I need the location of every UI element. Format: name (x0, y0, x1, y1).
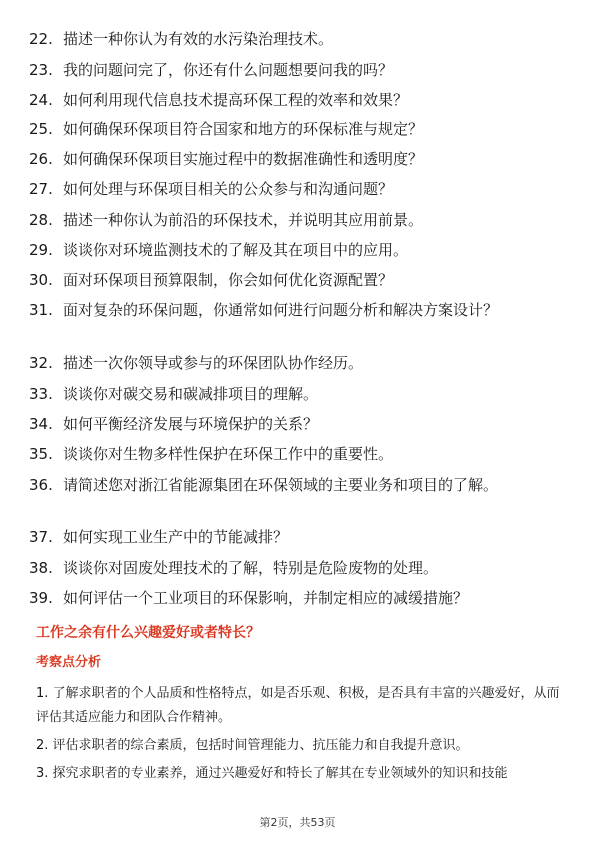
question-number: 35. (29, 445, 53, 463)
question-text: 谈谈你对环境监测技术的了解及其在项目中的应用。 (63, 241, 409, 259)
question-number: 33. (29, 385, 53, 403)
question-text: 如何确保环保项目实施过程中的数据准确性和透明度？ (63, 150, 424, 168)
question-number: 25. (29, 120, 53, 138)
question-text: 如何利用现代信息技术提高环保工程的效率和效果？ (63, 91, 409, 109)
question-text: 谈谈你对生物多样性保护在环保工作中的重要性。 (63, 445, 394, 463)
question-text: 如何平衡经济发展与环境保护的关系？ (63, 415, 319, 433)
question-text: 谈谈你对固废处理技术的了解，特别是危险废物的处理。 (63, 559, 439, 577)
question-text: 如何评估一个工业项目的环保影响，并制定相应的减缓措施？ (63, 589, 469, 607)
question-number: 26. (29, 150, 53, 168)
question-number: 32. (29, 354, 53, 372)
question-text: 如何实现工业生产中的节能减排？ (63, 528, 289, 546)
question-number: 23. (29, 61, 53, 79)
question-number: 39. (29, 589, 53, 607)
question-text: 请简述您对浙江省能源集团在环保领域的主要业务和项目的了解。 (63, 476, 499, 494)
question-number: 30. (29, 271, 53, 289)
question-text: 我的问题问完了，你还有什么问题想要问我的吗？ (63, 61, 394, 79)
question-text: 面对复杂的环保问题，你通常如何进行问题分析和解决方案设计？ (63, 301, 499, 319)
question-number: 34. (29, 415, 53, 433)
analysis-list (36, 682, 561, 790)
page-number: 第2页，共53页 (259, 816, 336, 829)
question-text: 描述一种你认为有效的水污染治理技术。 (63, 30, 334, 48)
analysis-point: 2. 评估求职者的综合素质，包括时间管理能力、抗压能力和自我提升意识。 (36, 738, 469, 753)
question-number: 28. (29, 211, 53, 229)
question-text: 描述一次你领导或参与的环保团队协作经历。 (63, 354, 364, 372)
question-number: 36. (29, 476, 53, 494)
question-number: 31. (29, 301, 53, 319)
analysis-heading: 考察点分析 (36, 655, 102, 670)
question-text: 描述一种你认为前沿的环保技术，并说明其应用前景。 (63, 211, 424, 229)
analysis-point: 3. 探究求职者的专业素养，通过兴趣爱好和特长了解其在专业领域外的知识和技能 (36, 766, 508, 781)
question-number: 27. (29, 180, 53, 198)
question-number: 24. (29, 91, 53, 109)
question-number: 29. (29, 241, 53, 259)
question-text: 如何处理与环保项目相关的公众参与和沟通问题？ (63, 180, 394, 198)
question-text: 面对环保项目预算限制，你会如何优化资源配置？ (63, 271, 394, 289)
question-number: 22. (29, 30, 53, 48)
question-number: 38. (29, 559, 53, 577)
question-number: 37. (29, 528, 53, 546)
question-text: 如何确保环保项目符合国家和地方的环保标准与规定？ (63, 120, 424, 138)
section-heading: 工作之余有什么兴趣爱好或者特长？ (36, 625, 260, 641)
analysis-point: 1. 了解求职者的个人品质和性格特点，如是否乐观、积极，是否具有丰富的兴趣爱好，从而评估其适应能力和团队合作精神。 (36, 686, 560, 725)
question-text: 谈谈你对碳交易和碳减排项目的理解。 (63, 385, 319, 403)
